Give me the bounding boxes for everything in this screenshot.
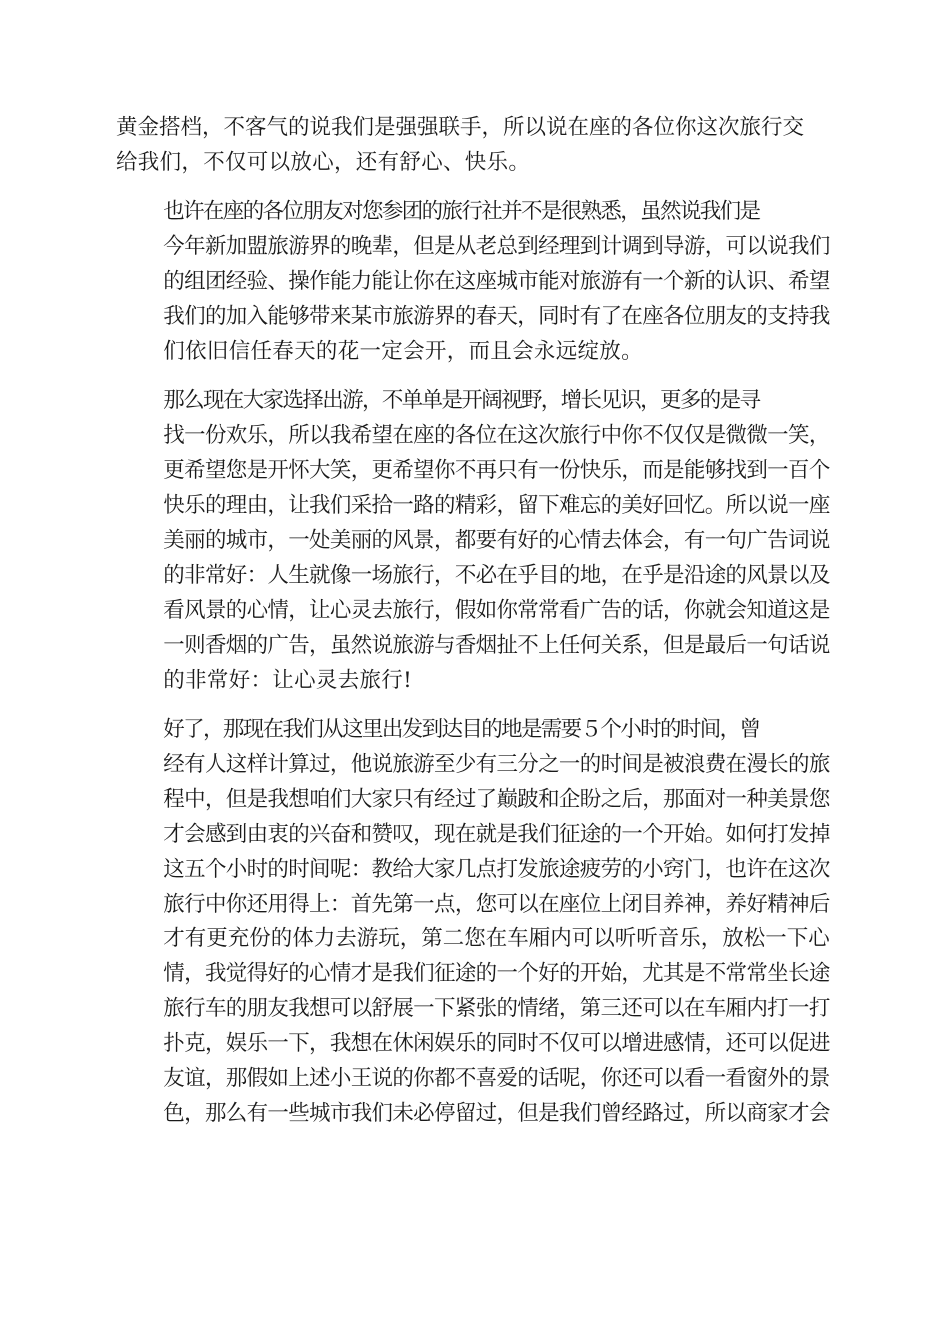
text-line: 这五个小时的时间呢：教给大家几点打发旅途疲劳的小窍门，也许在这次	[163, 856, 830, 882]
text-line: 扑克，娱乐一下，我想在休闲娱乐的同时不仅可以增进感情，还可以促进	[163, 1031, 830, 1057]
document-body	[116, 111, 830, 1132]
text-line: 旅行中你还用得上：首先第一点，您可以在座位上闭目养神，养好精神后	[163, 891, 830, 917]
text-line: 的非常好：人生就像一场旅行，不必在乎目的地，在乎是沿途的风景以及	[163, 562, 830, 588]
text-line: 今年新加盟旅游界的晚辈，但是从老总到经理到计调到导游，可以说我们	[163, 234, 830, 260]
text-line: 我们的加入能够带来某市旅游界的春天，同时有了在座各位朋友的支持我	[163, 304, 830, 330]
text-line: 经有人这样计算过，他说旅游至少有三分之一的时间是被浪费在漫长的旅	[163, 751, 830, 777]
text-line: 那么现在大家选择出游，不单单是开阔视野，增长见识，更多的是寻	[163, 388, 760, 414]
text-line: 才会感到由衷的兴奋和赞叹，现在就是我们征途的一个开始。如何打发掉	[163, 821, 830, 847]
text-line: 色，那么有一些城市我们未必停留过，但是我们曾经路过，所以商家才会	[163, 1100, 830, 1126]
paragraph	[116, 195, 830, 370]
text-line: 看风景的心情，让心灵去旅行，假如你常常看广告的话，你就会知道这是	[163, 597, 830, 623]
text-line: 友谊，那假如上述小王说的你都不喜爱的话呢，你还可以看一看窗外的景	[163, 1066, 830, 1092]
text-line: 黄金搭档，不客气的说我们是强强联手，所以说在座的各位你这次旅行交	[116, 115, 805, 140]
text-line: 一则香烟的广告，虽然说旅游与香烟扯不上任何关系，但是最后一句话说	[163, 632, 830, 658]
text-line: 更希望您是开怀大笑，更希望你不再只有一份快乐，而是能够找到一百个	[163, 458, 830, 484]
text-line: 们依旧信任春天的花一定会开，而且会永远绽放。	[163, 338, 643, 364]
text-line: 才有更充份的体力去游玩，第二您在车厢内可以听听音乐，放松一下心	[163, 926, 830, 952]
text-line: 的组团经验、操作能力能让你在这座城市能对旅游有一个新的认识、希望	[163, 269, 830, 295]
text-line: 好了，那现在我们从这里出发到达目的地是需要５个小时的时间，曾	[163, 717, 760, 742]
text-line: 找一份欢乐，所以我希望在座的各位在这次旅行中你不仅仅是微微一笑，	[163, 423, 830, 449]
text-line: 旅行车的朋友我想可以舒展一下紧张的情绪，第三还可以在车厢内打一打	[163, 996, 830, 1022]
text-line: 的非常好：让心灵去旅行!	[163, 667, 413, 693]
document-page	[116, 111, 830, 1146]
text-line: 也许在座的各位朋友对您参团的旅行社并不是很熟悉，虽然说我们是	[163, 199, 760, 225]
text-line: 给我们，不仅可以放心，还有舒心、快乐。	[116, 149, 531, 175]
text-line: 情，我觉得好的心情才是我们征途的一个好的开始，尤其是不常常坐长途	[163, 961, 830, 987]
paragraph	[116, 111, 830, 181]
text-line: 美丽的城市，一处美丽的风景，都要有好的心情去体会，有一句广告词说	[163, 527, 830, 553]
paragraph	[116, 713, 830, 1132]
paragraph	[116, 384, 830, 698]
text-line: 程中，但是我想咱们大家只有经过了巅跛和企盼之后，那面对一种美景您	[163, 786, 830, 812]
text-line: 快乐的理由，让我们采拾一路的精彩，留下难忘的美好回忆。所以说一座	[163, 493, 830, 519]
